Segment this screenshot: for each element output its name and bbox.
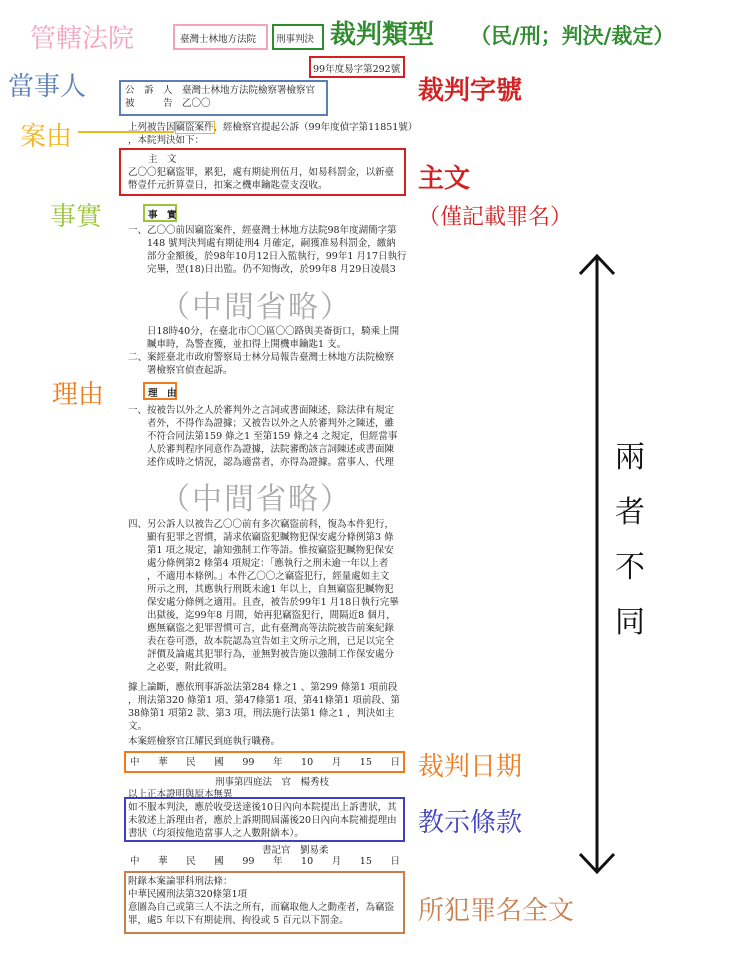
cause-word: 竊盜案件	[175, 122, 214, 133]
reason-block-2	[128, 518, 399, 674]
date-cell: 99	[242, 856, 255, 867]
facts-line: 一、乙〇〇前因竊盜案件，經臺灣士林地方法院98年度湖簡字第	[128, 225, 397, 236]
date-cell: 日	[390, 856, 400, 867]
date-label: 裁判日期	[418, 752, 523, 782]
reason-heading: 理 由	[148, 388, 177, 399]
date-cell: 國	[214, 757, 224, 768]
main-line-1: 乙〇〇犯竊盜罪，累犯，處有期徒刑伍月，如易科罰金，以新臺	[128, 167, 395, 178]
law-line: 據上論斷，應依刑事訴訟法第284 條之1 、第299 條第1 項前段	[128, 682, 398, 693]
differ-char-3: 不	[615, 550, 645, 585]
law-name: 中華民國刑法第320條第1項	[128, 889, 248, 900]
date-cell: 月	[331, 856, 342, 867]
date-row-2	[130, 855, 400, 868]
court-label: 管轄法院	[30, 24, 135, 54]
law-line: 38條第1 項第2 款、第3 項，刑法施行法第1 條之1 ，判決如主	[128, 708, 395, 719]
facts-line: 二、案經臺北市政府警察局士林分局報告臺灣士林地方法院檢察	[128, 352, 395, 363]
reason-block-1	[128, 404, 397, 469]
facts-block-2	[128, 325, 399, 377]
prosecutor-line: 本案經檢察官江耀民到庭執行職務。	[128, 736, 281, 747]
judgment-type-label: 裁判類型	[330, 20, 435, 50]
main-text-note: （僅記載罪名）	[418, 205, 573, 230]
cause-block	[128, 121, 417, 147]
reason-line: 表在卷可憑，故本院認為宣告如主文所示之刑，已足以完全	[128, 636, 395, 647]
date-row	[130, 756, 400, 769]
cause-prefix: 上列被告因	[128, 122, 176, 133]
differ-char-4: 同	[615, 605, 645, 640]
copy-line: 以上正本證明與原本無異	[128, 789, 233, 800]
date-cell: 10	[301, 856, 314, 867]
date-cell: 月	[331, 757, 342, 768]
reason-line: 處分條例第2 條第4 項規定：「應執行之刑未逾一年以上者	[128, 558, 389, 569]
date-cell: 年	[272, 757, 283, 768]
case-no-label: 裁判字號	[418, 76, 523, 106]
reason-label: 理由	[52, 380, 105, 410]
cause-label: 案由	[20, 122, 73, 152]
date-cell: 國	[214, 856, 224, 867]
reason-line: 出獄後，迄99年8 月間，始再犯竊盜犯行，間隔近8 個月，	[128, 610, 396, 621]
judge-line: 刑事第四庭法 官 楊秀枝	[215, 777, 330, 788]
differ-char-2: 者	[615, 495, 645, 530]
main-text-label: 主文	[418, 164, 471, 194]
instruction-block	[128, 801, 397, 840]
date-cell: 99	[242, 757, 255, 768]
date-cell: 15	[359, 757, 372, 768]
reason-line: 之必要，附此敘明。	[128, 662, 233, 673]
omitted-marker-2: （中間省略）	[160, 482, 352, 517]
plaintiff-line: 公 訴 人 臺灣士林地方法院檢察署檢察官	[125, 85, 316, 96]
judgment-type: 刑事判決	[276, 34, 315, 45]
facts-line: 完畢，翌(18)日出監。仍不知悔改，於99年8 月29日凌晨3	[128, 264, 396, 275]
cause-line-2: ，本院判決如下：	[128, 135, 205, 146]
reason-line: ，不適用本條例。」本件乙〇〇之竊盜犯行，經量處如主文	[128, 571, 390, 582]
reason-line: 人於審判程序同意作為證據，法院審酌該言詞陳述或書面陳	[128, 444, 395, 455]
date-cell: 民	[186, 757, 196, 768]
date-cell: 日	[390, 757, 400, 768]
instruction-line: 書狀（均須按他造當事人之人數附繕本）。	[128, 828, 304, 839]
date-cell: 中	[130, 856, 140, 867]
date-cell: 年	[272, 856, 283, 867]
facts-line: 部分金額後，於98年10月12日入監執行，99年1 月17日執行	[128, 251, 407, 262]
clerk-line: 書記官 劉易柔	[262, 845, 329, 856]
omitted-marker-1: （中間省略）	[160, 290, 352, 325]
law-heading: 附錄本案論罪科刑法條：	[128, 876, 233, 887]
main-line-2: 幣壹仟元折算壹日，扣案之機車鑰匙壹支沒收。	[128, 180, 328, 191]
reason-line: 所示之刑，其應執行刑既未逾1 年以上，自無竊盜犯贓物犯	[128, 584, 394, 595]
reason-line: 者外，不得作為證據；又被告以外之人於審判外之陳述，雖	[128, 418, 395, 429]
date-cell: 民	[186, 856, 196, 867]
facts-line: 日18時40分，在臺北市〇〇區〇〇路與美崙街口，騎乘上開	[128, 326, 400, 337]
instruction-line: 未敘述上訴理由者，應於上訴期間屆滿後20日內向本院補提理由	[128, 815, 397, 826]
parties-label: 當事人	[8, 72, 87, 102]
law-text-line: 意圖為自己或第三人不法之所有，而竊取他人之動產者，為竊盜	[128, 902, 395, 913]
date-cell: 10	[301, 757, 314, 768]
facts-block-1	[128, 224, 407, 276]
instruction-line: 如不服本判決，應於收受送達後10日內向本院提出上訴書狀，其	[128, 802, 397, 813]
judgment-type-note: （民/刑；判決/裁定）	[470, 24, 675, 48]
reason-line: 第1 項之規定，諭知強制工作等語。惟按竊盜犯贓物犯保安	[128, 545, 394, 556]
date-cell: 15	[359, 856, 372, 867]
cause-suffix: ，經檢察官提起公訴（99年度偵字第11851號）	[213, 122, 418, 133]
facts-line: 贓車時，為警查獲，並扣得上開機車鑰匙1 支。	[128, 339, 347, 350]
differ-char-1: 兩	[615, 440, 645, 475]
parties-block	[125, 84, 315, 110]
date-cell: 華	[158, 856, 168, 867]
differ-text	[610, 430, 650, 650]
reason-line: 一、按被告以外之人於審判外之言詞或書面陳述，除法律有規定	[128, 405, 395, 416]
law-line: ，刑法第320 條第1 項、第47條第1 項、第41條第1 項前段、第	[128, 695, 401, 706]
instruction-label: 教示條款	[418, 808, 523, 838]
full-crime-block	[128, 875, 394, 927]
main-heading: 主 文	[148, 154, 177, 165]
cause-line-1	[128, 121, 417, 134]
case-number: 99年度易字第292號	[313, 64, 401, 75]
reason-line: 評價及論處其犯罪行為，並無對被告施以強制工作保安處分	[128, 649, 395, 660]
full-crime-label: 所犯罪名全文	[418, 896, 575, 926]
law-line: 文。	[128, 721, 148, 732]
facts-line: 署檢察官偵查起訴。	[128, 365, 233, 376]
date-cell: 中	[130, 757, 140, 768]
reason-line: 保安處分條例之適用。且查，被告於99年1 月18日執行完畢	[128, 597, 399, 608]
reason-line: 應無竊盜之犯罪習慣可言，此有臺灣高等法院被告前案紀錄	[128, 623, 395, 634]
court-name: 臺灣士林地方法院	[180, 34, 257, 45]
facts-label: 事實	[50, 202, 103, 232]
defendant-line: 被 告 乙〇〇	[125, 98, 211, 109]
facts-line: 148 號判決判處有期徒刑4 月確定，嗣獲准易科罰金，繳納	[128, 238, 396, 249]
date-cell: 華	[158, 757, 168, 768]
facts-heading: 事 實	[148, 210, 177, 221]
reason-line: 顯有犯罪之習慣，請求依竊盜犯贓物犯保安處分條例第3 條	[128, 532, 394, 543]
main-text-block	[128, 153, 394, 192]
law-text-line: 罪，處5 年以下有期徒刑、拘役或 5 百元以下罰金。	[128, 915, 349, 926]
reason-line: 四、另公訴人以被告乙〇〇前有多次竊盜前科，復為本件犯行，	[128, 519, 395, 530]
reason-line: 述作成時之情況，認為適當者，亦得為證據。當事人、代理	[128, 457, 395, 468]
law-applied-block	[128, 681, 400, 748]
reason-line: 不符合同法第159 條之1 至第159 條之4 之規定，但經當事	[128, 431, 398, 442]
